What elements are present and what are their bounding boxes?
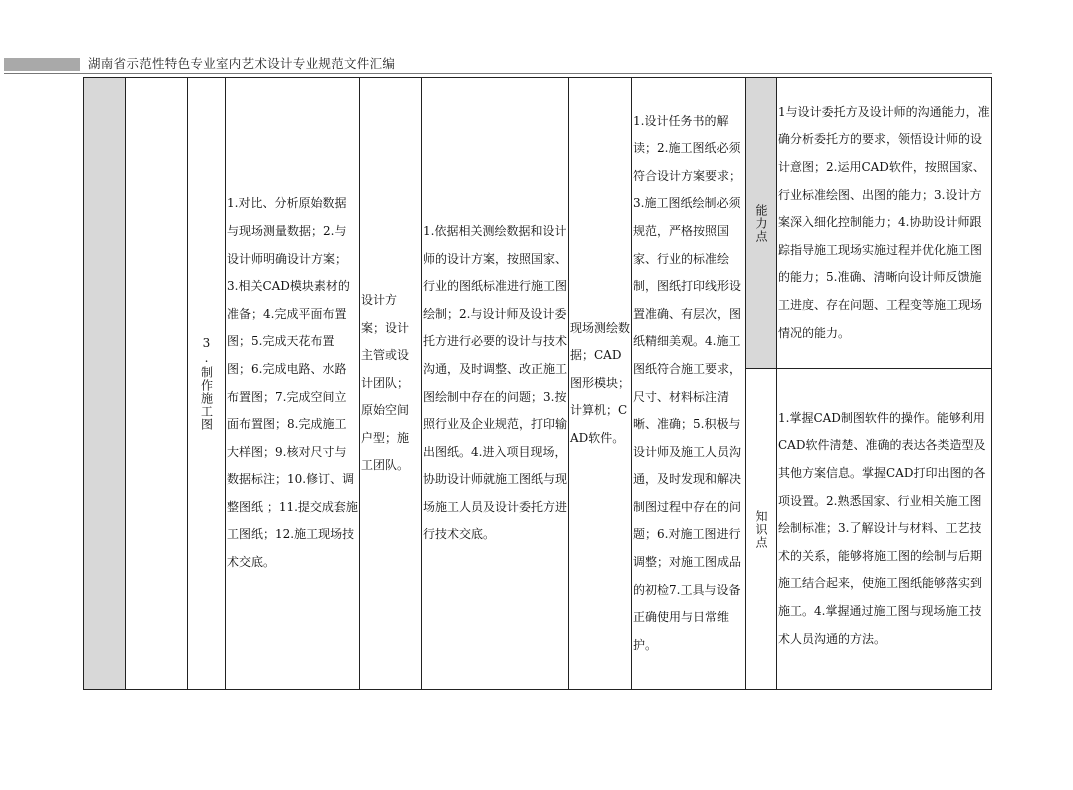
work-method-cell: 1.依据相关测绘数据和设计师的设计方案，按照国家、行业的图纸标准进行施工图绘制；2.与设计师及设计委托方进行必要的设计与技术沟通，及时调整、改正施工图绘制中存在的问题；3.按照行业及企业规范，打印输出图纸。4.进入项目现场，协助设计师就施工图纸与现场施工人员及设计委托方进行技术交底。 [422,78,569,690]
empty-cell [126,78,188,690]
ability-label-cell [746,78,777,369]
header-rule [4,73,992,74]
task-title-cell [188,78,226,690]
task-title: 3.制作施工图 [199,336,214,431]
shaded-cell [84,78,126,690]
ability-label: 能力点 [754,203,768,243]
ability-text-cell: 1与设计委托方及设计师的沟通能力，准确分析委托方的要求，领悟设计师的设计意图；2.运用CAD软件，按照国家、行业标准绘图、出图的能力；3.设计方案深入细化控制能力；4.协助设计师跟踪指导施工现场实施过程并优化施工图的能力；5.准确、清晰向设计师反馈施工进度、存在问题、工程变等施工现场情况的能力。 [777,78,992,369]
work-object-cell: 设计方案；设计主管或设计团队；原始空间户型；施工团队。 [360,78,422,690]
work-content-cell: 1.对比、分析原始数据与现场测量数据；2.与设计师明确设计方案；3.相关CAD模块素材的准备；4.完成平面布置图；5.完成天花布置图；6.完成电路、水路布置图；7.完成空间立面布置图；8.完成施工大样图；9.核对尺寸与数据标注；10.修订、调整图纸 ；11.提交成套施工图纸；12.施工现场技术交底。 [226,78,360,690]
specification-table [83,77,992,690]
tools-cell: 现场测绘数据；CAD图形模块；计算机；CAD软件。 [569,78,632,690]
knowledge-text-cell: 1.掌握CAD制图软件的操作。能够利用CAD软件清楚、准确的表达各类造型及其他方案信息。掌握CAD打印出图的各项设置。2.熟悉国家、行业相关施工图绘制标准；3.了解设计与材料、工艺技术的关系，能够将施工图的绘制与后期施工结合起来，使施工图纸能够落实到施工。4.掌握通过施工图与现场施工技术人员沟通的方法。 [777,369,992,690]
requirements-cell: 1.设计任务书的解读；2.施工图纸必须符合设计方案要求；3.施工图纸绘制必须规范，严格按照国家、行业的标准绘制，图纸打印线形设置准确、有层次，图纸精细美观。4.施工图纸符合施工要求，尺寸、材料标注清晰、准确；5.积极与设计师及施工人员沟通，及时发现和解决制图过程中存在的问题；6.对施工图进行调整；对施工图成品的初检7.工具与设备正确使用与日常维护。 [632,78,746,690]
document-header-title: 湖南省示范性特色专业室内艺术设计专业规范文件汇编 [88,56,396,71]
knowledge-label: 知识点 [754,509,768,549]
header-decoration-bar [4,58,80,71]
knowledge-label-cell [746,369,777,690]
